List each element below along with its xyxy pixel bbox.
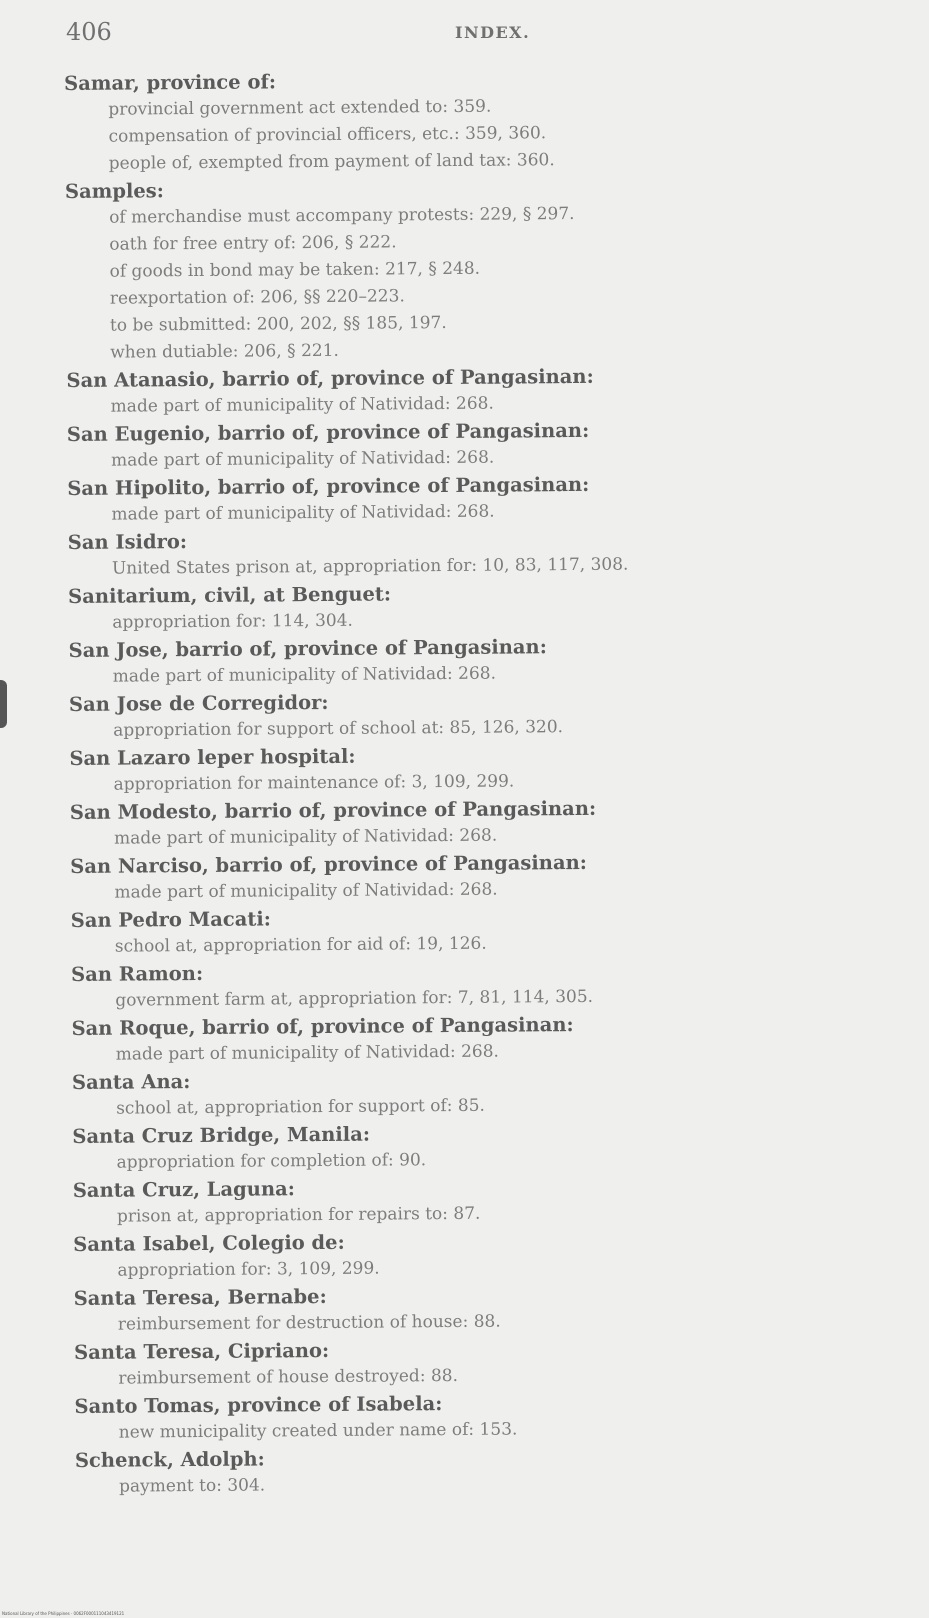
entry-subheading: appropriation for support of school at: 85, 126, 320. xyxy=(113,717,564,741)
entry-heading: Santa Teresa, Bernabe: xyxy=(73,1284,327,1310)
entry-subheading: made part of municipality of Natividad: 268. xyxy=(114,879,498,903)
index-entry xyxy=(70,792,920,853)
entry-subheading: prison at, appropriation for repairs to: 87. xyxy=(116,1203,481,1227)
entry-heading: San Atanasio, barrio of, province of Pangasinan: xyxy=(66,364,594,392)
entry-subheading: payment to: 304. xyxy=(119,1475,266,1497)
index-entry xyxy=(74,1278,924,1339)
entry-subheading: provincial government act extended to: 359. xyxy=(108,96,492,120)
entry-subheading: made part of municipality of Natividad: 268. xyxy=(110,447,495,471)
index-entry xyxy=(75,1440,925,1501)
entry-subheading: oath for free entry of: 206, § 222. xyxy=(109,232,397,255)
entry-subheading: made part of municipality of Natividad: 268. xyxy=(113,825,498,849)
entry-heading: San Hipolito, barrio of, province of Pangasinan: xyxy=(67,472,590,500)
entry-heading: San Roque, barrio of, province of Pangasinan: xyxy=(71,1013,574,1040)
running-head: INDEX. xyxy=(455,23,531,42)
index-entry xyxy=(68,522,918,583)
entry-heading: San Pedro Macati: xyxy=(70,907,272,932)
index-entry xyxy=(64,63,915,178)
entry-heading: Santo Tomas, province of Isabela: xyxy=(74,1392,443,1418)
index-entry xyxy=(71,900,921,961)
entry-subheading: when dutiable: 206, § 221. xyxy=(110,340,339,363)
index-entry xyxy=(67,468,917,529)
entry-heading: San Modesto, barrio of, province of Pangasinan: xyxy=(69,796,597,824)
index-entry xyxy=(73,1224,923,1285)
index-entry xyxy=(65,171,916,367)
entry-heading: San Jose de Corregidor: xyxy=(68,690,329,716)
entry-subheading: appropriation for completion of: 90. xyxy=(116,1150,427,1173)
entry-heading: San Eugenio, barrio of, province of Pangasinan: xyxy=(66,418,590,446)
index-entry xyxy=(72,1116,922,1177)
entry-heading: San Lazaro leper hospital: xyxy=(69,744,356,770)
entry-subheading: reimbursement for destruction of house: 88. xyxy=(117,1311,501,1335)
entry-subheading: reexportation of: 206, §§ 220–223. xyxy=(109,286,405,309)
entry-heading: Santa Ana: xyxy=(71,1070,191,1094)
entry-heading: San Jose, barrio of, province of Pangasinan: xyxy=(68,635,547,662)
entry-heading: Sanitarium, civil, at Benguet: xyxy=(68,582,392,608)
index-entry xyxy=(72,1062,922,1123)
index-entry xyxy=(66,360,916,421)
binding-shadow xyxy=(0,680,7,728)
entry-heading: Santa Cruz Bridge, Manila: xyxy=(72,1122,371,1148)
entry-subheading: school at, appropriation for aid of: 19, 126. xyxy=(114,933,487,957)
index-entry xyxy=(68,630,918,691)
index-entry xyxy=(68,576,918,637)
footer-credit: National Library of the Philippines · 0062F000111043419121 xyxy=(2,1611,125,1616)
entry-subheading: of goods in bond may be taken: 217, § 248. xyxy=(109,258,481,282)
entry-heading: Santa Cruz, Laguna: xyxy=(72,1177,296,1202)
index-entry xyxy=(74,1332,924,1393)
entry-subheading: made part of municipality of Natividad: 268. xyxy=(110,393,494,417)
index-entry xyxy=(70,846,920,907)
index-entry xyxy=(67,414,917,475)
index-entry xyxy=(74,1386,924,1447)
entry-subheading: to be submitted: 200, 202, §§ 185, 197. xyxy=(109,313,447,336)
page-number: 406 xyxy=(66,18,112,46)
entry-subheading: made part of municipality of Natividad: 268. xyxy=(112,663,497,687)
entry-heading: Santa Teresa, Cipriano: xyxy=(73,1338,330,1364)
entry-heading: San Ramon: xyxy=(71,961,204,986)
index-entry xyxy=(71,1008,921,1069)
entry-subheading: school at, appropriation for support of: 85. xyxy=(116,1095,485,1119)
entry-subheading: made part of municipality of Natividad: 268. xyxy=(115,1041,500,1065)
entry-subheading: reimbursement of house destroyed: 88. xyxy=(118,1365,459,1389)
entry-subheading: compensation of provincial officers, etc.: 359, 360. xyxy=(108,123,547,147)
entry-subheading: appropriation for maintenance of: 3, 109, 299. xyxy=(113,771,515,795)
entry-subheading: appropriation for: 114, 304. xyxy=(112,610,354,633)
entry-heading: Samar, province of: xyxy=(64,70,277,95)
entry-heading: San Isidro: xyxy=(67,530,188,554)
index-entries xyxy=(64,63,925,1501)
entry-heading: San Narciso, barrio of, province of Pangasinan: xyxy=(70,850,588,878)
index-entry xyxy=(69,738,919,799)
index-entry xyxy=(73,1170,923,1231)
entry-subheading: new municipality created under name of: 153. xyxy=(118,1419,518,1443)
entry-heading: Schenck, Adolph: xyxy=(74,1447,265,1472)
entry-subheading: government farm at, appropriation for: 7, 81, 114, 305. xyxy=(115,986,594,1011)
entry-heading: Santa Isabel, Colegio de: xyxy=(73,1230,345,1256)
entry-subheading: appropriation for: 3, 109, 299. xyxy=(117,1258,380,1281)
entry-subheading: made part of municipality of Natividad: 268. xyxy=(111,501,495,525)
entry-heading: Samples: xyxy=(64,179,165,203)
entry-subheading: of merchandise must accompany protests: 229, § 297. xyxy=(109,203,575,228)
entry-subheading: United States prison at, appropriation for: 10, 83, 117, 308. xyxy=(111,554,629,579)
entry-subheading: people of, exempted from payment of land tax: 360. xyxy=(108,150,555,174)
index-entry xyxy=(71,954,921,1015)
index-entry xyxy=(69,684,919,745)
